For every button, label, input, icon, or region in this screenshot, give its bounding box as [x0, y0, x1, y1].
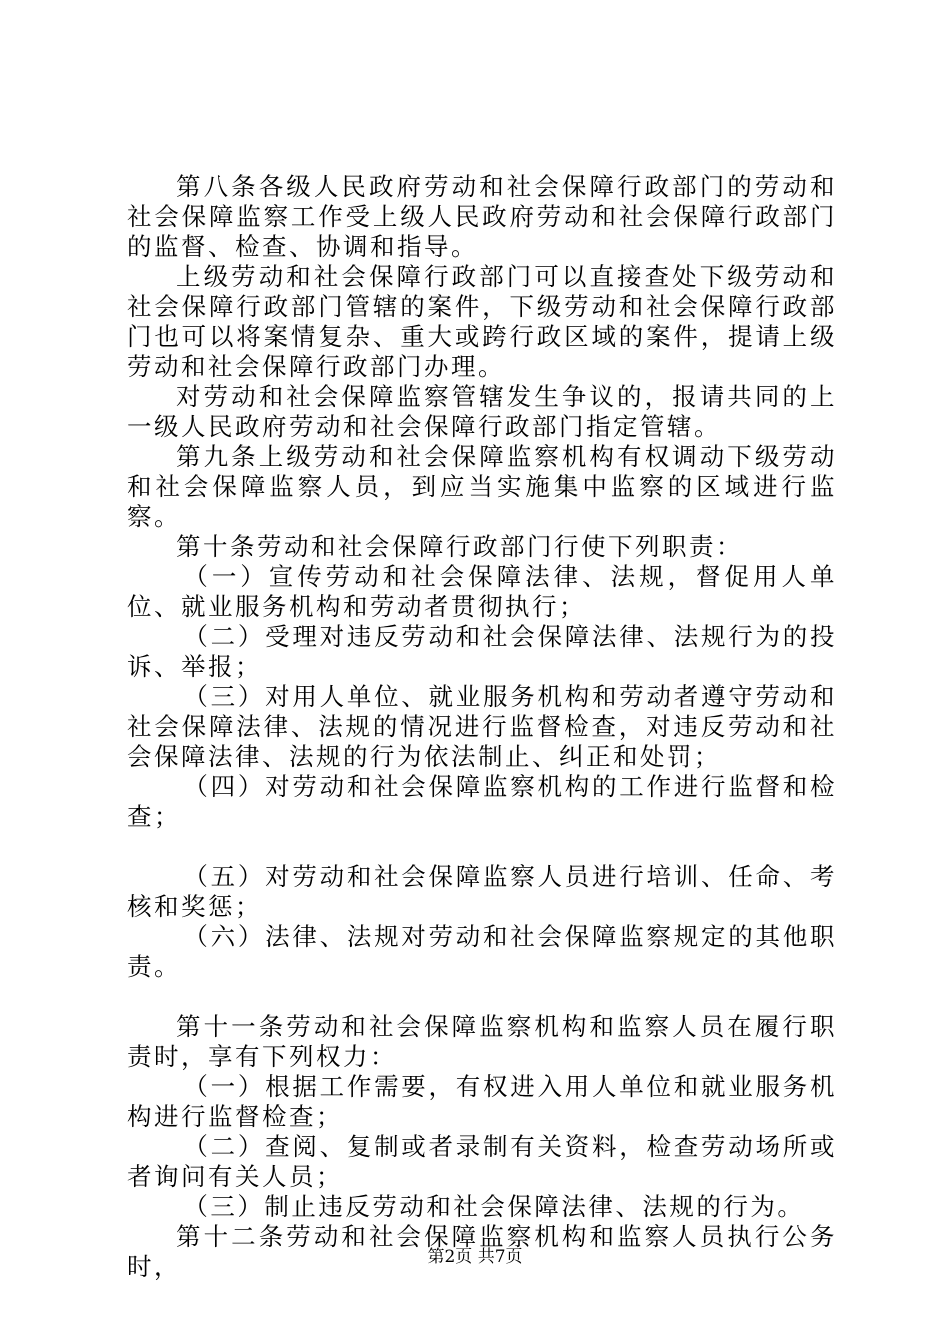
- paragraph-article-11: 第十一条劳动和社会保障监察机构和监察人员在履行职责时，享有下列权力：: [127, 1012, 837, 1071]
- paragraph-article-12: 第十二条劳动和社会保障监察机构和监察人员执行公务时，: [127, 1222, 837, 1281]
- paragraph-jurisdiction-dispute: 对劳动和社会保障监察管辖发生争议的，报请共同的上一级人民政府劳动和社会保障行政部门指定管辖。: [127, 382, 837, 441]
- paragraph-spacer: [127, 832, 837, 862]
- paragraph-article-10: 第十条劳动和社会保障行政部门行使下列职责：: [176, 532, 743, 561]
- list-item-power-3: （三）制止违反劳动和社会保障法律、法规的行为。: [183, 1192, 805, 1221]
- document-body: [127, 172, 837, 1282]
- page-number-footer: 第2页 共7页: [427, 1247, 523, 1267]
- list-item-power-1: （一）根据工作需要，有权进入用人单位和就业服务机构进行监督检查；: [127, 1072, 837, 1131]
- list-item-duty-2: （二）受理对违反劳动和社会保障法律、法规行为的投诉、举报；: [127, 622, 837, 681]
- list-item-duty-5: （五）对劳动和社会保障监察人员进行培训、任命、考核和奖惩；: [127, 862, 837, 921]
- list-item-duty-3: （三）对用人单位、就业服务机构和劳动者遵守劳动和社会保障法律、法规的情况进行监督检查，对违反劳动和社会保障法律、法规的行为依法制止、纠正和处罚；: [127, 682, 837, 771]
- paragraph-spacer: [127, 982, 837, 1012]
- paragraph-article-8: 第八条各级人民政府劳动和社会保障行政部门的劳动和社会保障监察工作受上级人民政府劳动和社会保障行政部门的监督、检查、协调和指导。: [127, 172, 837, 261]
- paragraph-superior-jurisdiction: 上级劳动和社会保障行政部门可以直接查处下级劳动和社会保障行政部门管辖的案件，下级劳动和社会保障行政部门也可以将案情复杂、重大或跨行政区域的案件，提请上级劳动和社会保障行政部门办理。: [127, 262, 837, 381]
- paragraph-article-9: 第九条上级劳动和社会保障监察机构有权调动下级劳动和社会保障监察人员，到应当实施集中监察的区域进行监察。: [127, 442, 837, 531]
- list-item-duty-4: （四）对劳动和社会保障监察机构的工作进行监督和检查；: [127, 772, 837, 831]
- list-item-duty-1: （一）宣传劳动和社会保障法律、法规，督促用人单位、就业服务机构和劳动者贯彻执行；: [127, 562, 837, 621]
- list-item-power-2: （二）查阅、复制或者录制有关资料，检查劳动场所或者询问有关人员；: [127, 1132, 837, 1191]
- list-item-duty-6: （六）法律、法规对劳动和社会保障监察规定的其他职责。: [127, 922, 837, 981]
